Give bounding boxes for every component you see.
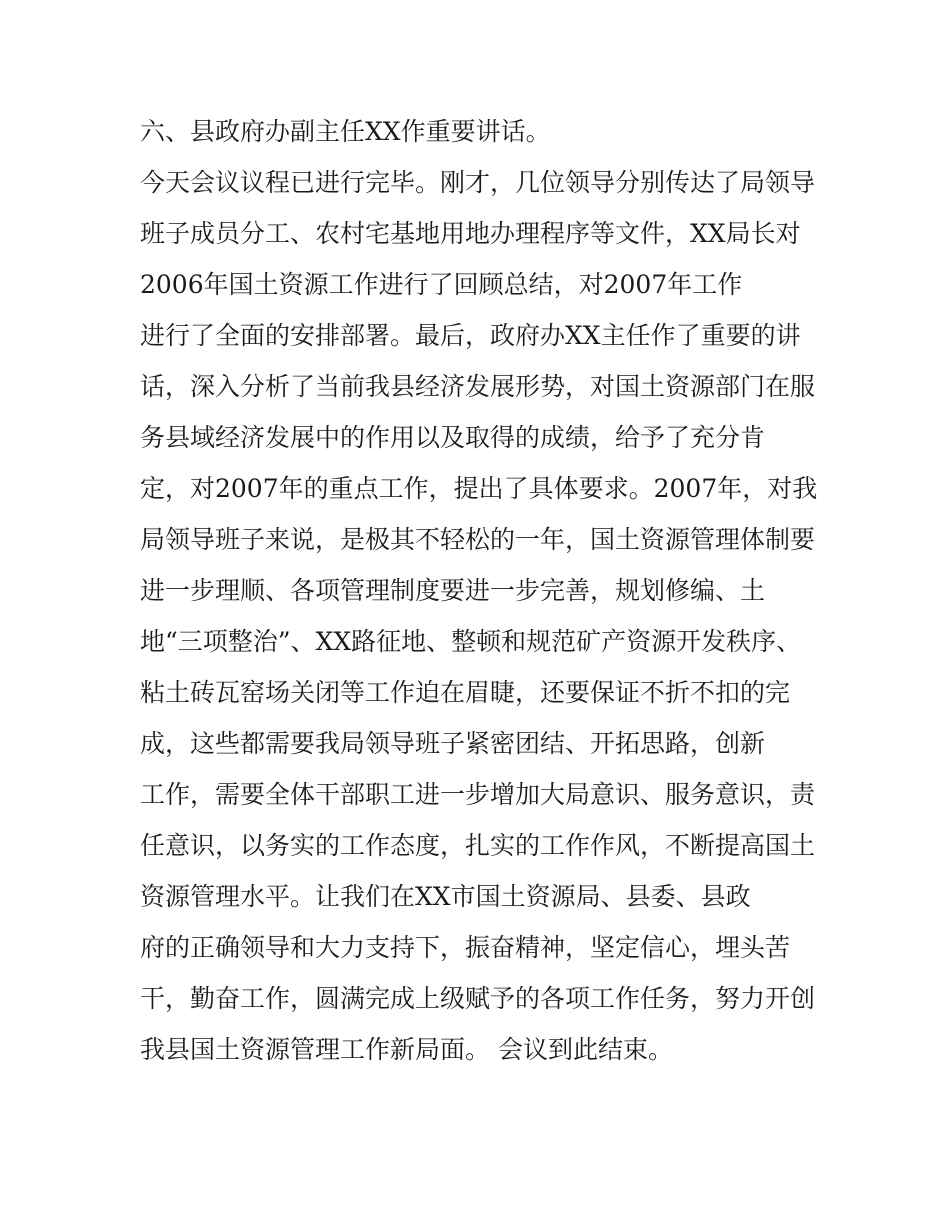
text-line: 班子成员分工、农村宅基地用地办理程序等文件，XX局长对 — [140, 219, 801, 248]
text-line: 任意识，以务实的工作态度，扎实的工作作风，不断提高国土 — [140, 831, 816, 860]
text-line: 我县国土资源管理工作新局面。 会议到此结束。 — [140, 1035, 673, 1064]
text-line: 进一步理顺、各项管理制度要进一步完善，规划修编、土 — [140, 576, 766, 605]
text-line: 话，深入分析了当前我县经济发展形势，对国土资源部门在服 — [140, 372, 816, 401]
text-line: 局领导班子来说，是极其不轻松的一年，国土资源管理体制要 — [140, 525, 816, 554]
text-line: 地“三项整治”、XX路征地、整顿和规范矿产资源开发秩序、 — [140, 627, 802, 656]
text-line: 定，对2007年的重点工作，提出了具体要求。2007年，对我 — [140, 474, 818, 503]
text-line: 工作，需要全体干部职工进一步增加大局意识、服务意识，责 — [140, 780, 816, 809]
text-line: 干，勤奋工作，圆满完成上级赋予的各项工作任务，努力开创 — [140, 984, 816, 1013]
text-line: 资源管理水平。让我们在XX市国土资源局、县委、县政 — [140, 882, 751, 911]
text-line: 粘土砖瓦窑场关闭等工作迫在眉睫，还要保证不折不扣的完 — [140, 678, 791, 707]
text-line: 务县域经济发展中的作用以及取得的成绩，给予了充分肯 — [140, 423, 766, 452]
document-body — [140, 106, 830, 1075]
text-line: 进行了全面的安排部署。最后，政府办XX主任作了重要的讲 — [140, 321, 801, 350]
text-line: 今天会议议程已进行完毕。刚才，几位领导分别传达了局领导 — [140, 168, 816, 197]
text-line: 府的正确领导和大力支持下，振奋精神，坚定信心，埋头苦 — [140, 933, 791, 962]
text-line: 成，这些都需要我局领导班子紧密团结、开拓思路，创新 — [140, 729, 766, 758]
text-line: 2006年国土资源工作进行了回顾总结，对2007年工作 — [140, 270, 743, 299]
text-line: 六、县政府办副主任XX作重要讲话。 — [140, 117, 551, 146]
